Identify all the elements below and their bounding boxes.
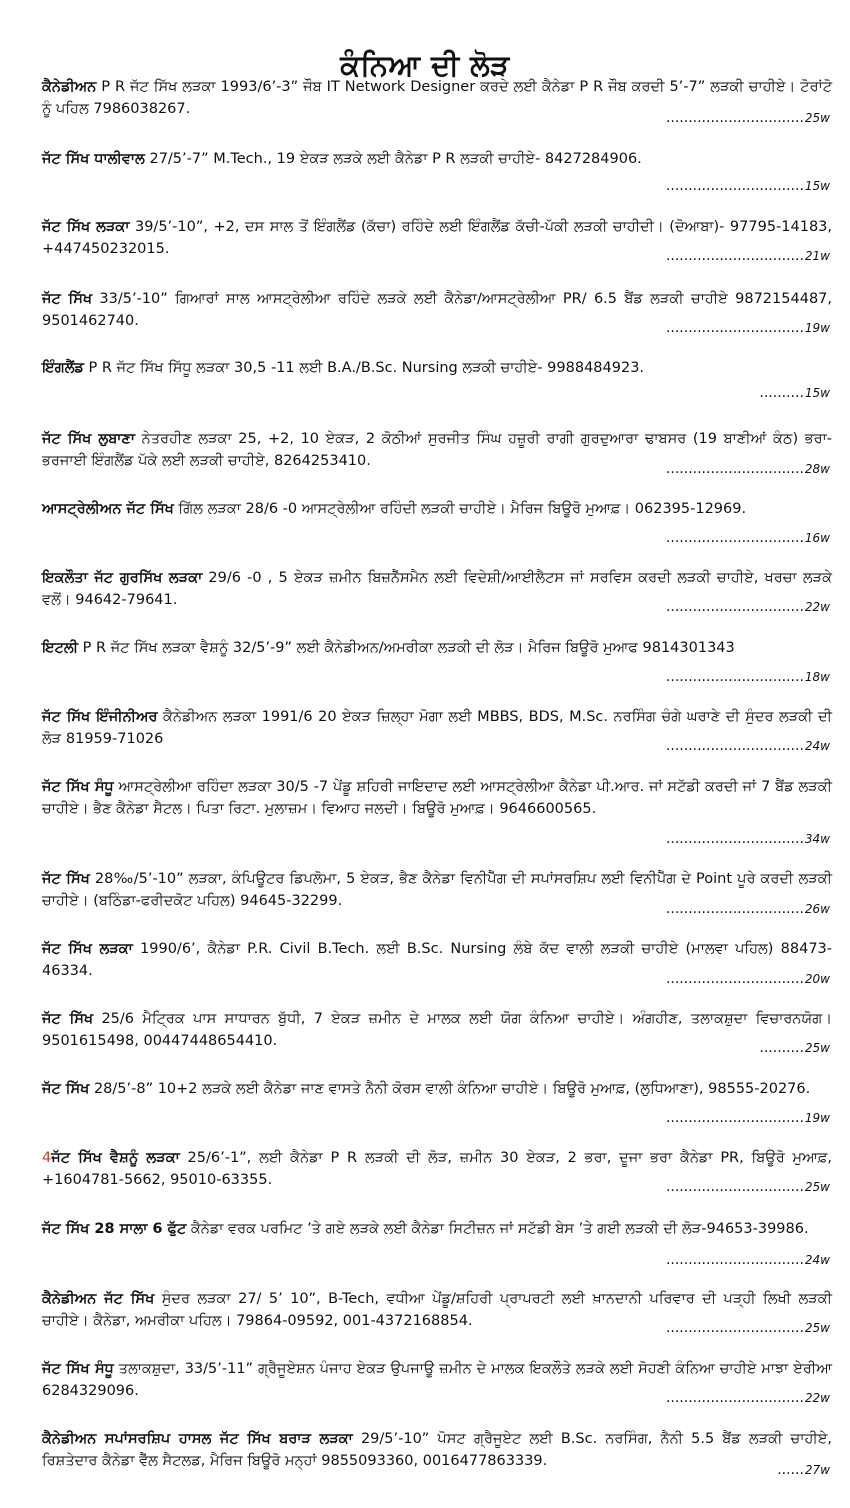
ad-heading: ਜੱਟ ਸਿੱਖ 28 ਸਾਲਾ 6 ਫੁੱਟ [42, 1221, 187, 1237]
ad-body: 28/5’-8” 10+2 ਲੜਕੇ ਲਈ ਕੈਨੇਡਾ ਜਾਣ ਵਾਸਤੇ ਨੈਨੀ ਕੋਰਸ ਵਾਲੀ ਕੰਨਿਆ ਚਾਹੀਏ। ਬਿਊਰੋ ਮੁਆਫ਼, (ਲੁਧਿਆਣਾ), 98555-20276. [89, 1081, 811, 1097]
ad-leader-dots: ............................... [665, 901, 804, 917]
ad-heading: ਜੱਟ ਸਿੱਖ ਇੰਜੀਨੀਅਰ [42, 709, 158, 725]
ad-listing [42, 938, 833, 987]
ad-heading: ਆਸਟ੍ਰੇਲੀਅਨ ਜੱਟ ਸਿੱਖ [42, 501, 174, 517]
ad-leader-dots: ............................... [665, 971, 804, 987]
ad-code: 25w [804, 1041, 830, 1055]
ad-listing [42, 148, 832, 194]
ad-listing [42, 1218, 832, 1268]
page-title: ਕੰਨਿਆ ਦੀ ਲੋੜ [340, 48, 510, 83]
ad-text-block [42, 637, 832, 659]
ad-leader-dots: ............................... [665, 599, 804, 615]
ad-leader-dots: ............................... [665, 461, 804, 477]
ad-body: 25/6’-1”, ਲਈ ਕੈਨੇਡਾ P R ਲੜਕੀ ਦੀ ਲੋੜ, ਜ਼ਮੀਨ 30 ਏਕੜ, 2 ਭਰਾ, ਦੂਜਾ ਭਰਾ ਕੈਨੇਡਾ PR, ਬਿਊਰੋ ਮੁਆਫ਼, +1604781-5662, 95010-63355. [42, 1150, 832, 1188]
ad-code: 21w [804, 249, 830, 263]
ad-body: ਸੁੰਦਰ ਲੜਕਾ 27/ 5’ 10”, B-Tech, ਵਧੀਆ ਪੇਂਡੂ/ਸ਼ਹਿਰੀ ਪ੍ਰਾਪਰਟੀ ਲਈ ਖ਼ਾਨਦਾਨੀ ਪਰਿਵਾਰ ਦੀ ਪੜ੍ਹੀ ਲਿਖੀ ਲੜਕੀ ਚਾਹੀਏ। ਕੈਨੇਡਾ, ਅਮਰੀਕਾ ਪਹਿਲ। 79864-09592, 001-4372168854. [42, 1291, 832, 1329]
ad-body: P R ਜੱਟ ਸਿੱਖ ਸਿੱਧੂ ਲੜਕਾ 30,5 -11 ਲਈ B.A./B.Sc. Nursing ਲੜਕੀ ਚਾਹੀਏ- 9988484923. [83, 360, 645, 376]
ad-listing [42, 1147, 832, 1195]
ad-listing [42, 637, 832, 685]
ad-leader-dots: ............................... [665, 1320, 804, 1336]
ad-heading: ਇਕਲੌਤਾ ਜੱਟ ਗੁਰਸਿੱਖ ਲੜਕਾ [42, 570, 203, 586]
ad-body: ਕੈਨੇਡਾ ਵਰਕ ਪਰਮਿਟ ’ਤੇ ਗਏ ਲੜਕੇ ਲਈ ਕੈਨੇਡਾ ਸਿਟੀਜ਼ਨ ਜਾਂ ਸਟੱਡੀ ਬੇਸ ’ਤੇ ਗਈ ਲੜਕੀ ਦੀ ਲੋੜ-94653-39986. [186, 1221, 809, 1237]
ad-body: 33/5’-10” ਗਿਆਰਾਂ ਸਾਲ ਆਸਟ੍ਰੇਲੀਆ ਰਹਿੰਦੇ ਲੜਕੇ ਲਈ ਕੈਨੇਡਾ/ਆਸਟ੍ਰੇਲੀਆ PR/ 6.5 ਬੈਂਡ ਲੜਕੀ ਚਾਹੀਏ 9872154487, 9501462740. [42, 291, 832, 329]
ad-body: ਨੇਤਰਹੀਣ ਲੜਕਾ 25, +2, 10 ਏਕੜ, 2 ਕੋਠੀਆਂ ਸੁਰਜੀਤ ਸਿੰਘ ਹਜ਼ੂਰੀ ਰਾਗੀ ਗੁਰਦੁਆਰਾ ਢਾਬਸਰ (19 ਬਾਣੀਆਂ ਕੰਠ) ਭਰਾ-ਭਰਜਾਈ ਇੰਗਲੈਂਡ ਪੱਕੇ ਲਈ ਲੜਕੀ ਚਾਹੀਏ, 8264253410. [42, 431, 832, 469]
ad-body: 28‰/5’-10” ਲੜਕਾ, ਕੰਪਿਊਟਰ ਡਿਪਲੋਮਾ, 5 ਏਕੜ, ਭੈਣ ਕੈਨੇਡਾ ਵਿਨੀਪੈੱਗ ਦੀ ਸਪਾਂਸਰਸ਼ਿਪ ਲਈ ਵਿਨੀਪੈੱਗ ਦੇ Point ਪੂਰੇ ਕਰਦੀ ਲੜਕੀ ਚਾਹੀਏ। (ਬਠਿੰਡਾ-ਫਰੀਦਕੋਟ ਪਹਿਲ) 94645-32299. [42, 871, 832, 909]
ad-leader-dots: ............................... [665, 1179, 804, 1195]
ad-body: P R ਜੱਟ ਸਿੱਖ ਲੜਕਾ 1993/6’-3” ਜੌਬ IT Network Designer ਕਰਦੇ ਲਈ ਕੈਨੇਡਾ P R ਜੌਬ ਕਰਦੀ 5’-7” ਲੜਕੀ ਚਾਹੀਏ। ਟੋਰਾਂਟੋ ਨੂੰ ਪਹਿਲ 7986038267. [42, 79, 832, 117]
ad-heading: ਜੱਟ ਸਿੱਖ ਸੰਧੂ [42, 1361, 114, 1377]
ad-code: 28w [804, 462, 830, 476]
ad-leader-dots: ............................... [665, 178, 804, 194]
ad-text-block [42, 1008, 832, 1052]
ad-text-block [42, 498, 832, 520]
ad-code: 18w [804, 670, 830, 684]
ad-leader-and-code [666, 176, 830, 196]
ad-leader-and-code [666, 246, 830, 266]
ad-body: 29/5’-10” ਪੋਸਟ ਗ੍ਰੈਜੂਏਟ ਲਈ B.Sc. ਨਰਸਿੰਗ, ਨੈਨੀ 5.5 ਬੈਂਡ ਲੜਕੀ ਚਾਹੀਏ, ਰਿਸ਼ਤੇਦਾਰ ਕੈਨੇਡਾ ਵੈੱਲ ਸੈਟਲਡ, ਮੈਰਿਜ ਬਿਊਰੋ ਮਨ੍ਹਾਂ 9855093360, 0016477863339. [42, 1431, 832, 1469]
ad-listing [42, 357, 832, 401]
ad-leader-and-code [666, 667, 830, 687]
ad-text-block [42, 1078, 832, 1100]
ad-leader-and-code [666, 459, 830, 479]
ad-body: ਗਿੱਲ ਲੜਕਾ 28/6 -0 ਆਸਟ੍ਰੇਲੀਆ ਰਹਿੰਦੀ ਲੜਕੀ ਚਾਹੀਏ। ਮੈਰਿਜ ਬਿਊਰੋ ਮੁਆਫ਼। 062395-12969. [173, 501, 747, 517]
ad-code: 22w [804, 1391, 830, 1405]
ad-listing [42, 706, 832, 754]
ad-leader-dots: ...... [777, 1462, 804, 1478]
ad-heading: ਜੱਟ ਸਿੱਖ ਸੰਧੂ [42, 779, 114, 795]
ad-code: 25w [804, 1321, 830, 1335]
ad-code: 26w [804, 902, 830, 916]
ad-body: P R ਜੱਟ ਸਿੱਖ ਲੜਕਾ ਵੈਸ਼ਨੂੰ 32/5’-9” ਲਈ ਕੈਨੇਡੀਅਨ/ਅਮਰੀਕਾ ਲੜਕੀ ਦੀ ਲੋੜ। ਮੈਰਿਜ ਬਿਊਰੋ ਮੁਆਫ 9814301343 [78, 640, 735, 656]
ad-body: ਤਲਾਕਸ਼ੁਦਾ, 33/5’-11” ਗ੍ਰੈਜੂਏਸ਼ਨ ਪੰਜਾਹ ਏਕੜ ਉਪਜਾਊ ਜ਼ਮੀਨ ਦੇ ਮਾਲਕ ਇਕਲੌਤੇ ਲੜਕੇ ਲਈ ਸੋਹਣੀ ਕੰਨਿਆ ਚਾਹੀਏ ਮਾਝਾ ਏਰੀਆ 6284329096. [42, 1361, 833, 1399]
ad-leader-and-code [759, 1038, 830, 1058]
ad-leader-and-code [666, 528, 830, 548]
ad-listing [42, 1078, 832, 1126]
ad-leader-and-code [666, 969, 830, 989]
ad-leader-and-code [666, 736, 830, 756]
ad-code: 34w [804, 832, 830, 846]
ad-text-block [42, 148, 832, 170]
ad-listing [42, 76, 832, 126]
ad-body: 29/6 -0 , 5 ਏਕੜ ਜ਼ਮੀਨ ਬਿਜ਼ਨੈੱਸਮੈਨ ਲਈ ਵਿਦੇਸ਼ੀ/ਆਈਲੈਟਸ ਜਾਂ ਸਰਵਿਸ ਕਰਦੀ ਲੜਕੀ ਚਾਹੀਏ, ਖਰਚਾ ਲੜਕੇ ਵਲੋਂ। 94642-79641. [42, 570, 832, 608]
ad-leader-and-code [666, 1388, 830, 1408]
ad-heading: ਕੈਨੇਡੀਅਨ ਸਪਾਂਸਰਸ਼ਿਪ ਹਾਸਲ ਜੱਟ ਸਿੱਖ ਬਰਾੜ ਲੜਕਾ [42, 1431, 353, 1447]
ad-heading: ਜੱਟ ਸਿੱਖ [42, 871, 90, 887]
ad-marker: 4 [42, 1150, 52, 1166]
ad-leader-dots: ............................... [665, 1252, 804, 1268]
ad-listing [42, 1428, 832, 1478]
ad-body: ਕੈਨੇਡੀਅਨ ਲੜਕਾ 1991/6 20 ਏਕੜ ਜ਼ਿਲ੍ਹਾ ਮੋਗਾ ਲਈ MBBS, BDS, M.Sc. ਨਰਸਿੰਗ ਚੰਗੇ ਘਰਾਣੇ ਦੀ ਸੁੰਦਰ ਲੜਕੀ ਦੀ ਲੋੜ 81959-71026 [42, 709, 832, 747]
ad-heading: ਜੱਟ ਸਿੱਖ ਲੁਬਾਣਾ [42, 431, 136, 447]
ad-leader-dots: ............................... [665, 1390, 804, 1406]
ad-code: 19w [804, 1111, 830, 1125]
ad-leader-dots: ............................... [665, 320, 804, 336]
ad-leader-dots: .......... [759, 1040, 804, 1056]
ad-body: 1990/6’, ਕੈਨੇਡਾ P.R. Civil B.Tech. ਲਈ B.Sc. Nursing ਲੰਬੇ ਕੱਦ ਵਾਲੀ ਲੜਕੀ ਚਾਹੀਏ (ਮਾਲਵਾ ਪਹਿਲ) 88473-46334. [42, 941, 833, 979]
ad-heading: ਕੈਨੇਡੀਅਨ [42, 79, 97, 95]
ad-code: 24w [804, 1253, 830, 1267]
ad-code: 25w [804, 1180, 830, 1194]
ad-listing [42, 776, 832, 847]
ad-code: 15w [804, 386, 830, 400]
ad-leader-dots: ............................... [665, 110, 804, 126]
ad-leader-dots: ............................... [665, 738, 804, 754]
ad-listing [42, 498, 832, 546]
ad-leader-and-code [777, 1460, 830, 1480]
ad-leader-dots: ............................... [665, 831, 804, 847]
ad-body: ਆਸਟ੍ਰੇਲੀਆ ਰਹਿੰਦਾ ਲੜਕਾ 30/5 -7 ਪੇਂਡੂ ਸ਼ਹਿਰੀ ਜਾਇਦਾਦ ਲਈ ਆਸਟ੍ਰੇਲੀਆ ਕੈਨੇਡਾ ਪੀ.ਆਰ. ਜਾਂ ਸਟੱਡੀ ਕਰਦੀ ਜਾਂ 7 ਬੈਂਡ ਲੜਕੀ ਚਾਹੀਏ। ਭੈਣ ਕੈਨੇਡਾ ਸੈਟਲ। ਪਿਤਾ ਰਿਟਾ. ਮੁਲਾਜ਼ਮ। ਵਿਆਹ ਜਲਦੀ। ਬਿਊਰੋ ਮੁਆਫ਼। 9646600565. [42, 779, 832, 817]
ad-code: 20w [804, 972, 830, 986]
ad-leader-and-code [666, 899, 830, 919]
ad-listing [42, 1358, 833, 1406]
ad-code: 22w [804, 600, 830, 614]
ad-leader-dots: ............................... [665, 248, 804, 264]
ad-listing [42, 428, 832, 477]
ad-body: 27/5’-7” M.Tech., 19 ਏਕੜ ਲੜਕੇ ਲਈ ਕੈਨੇਡਾ P R ਲੜਕੀ ਚਾਹੀਏ- 8427284906. [144, 151, 642, 167]
ad-listing [42, 567, 832, 615]
ad-listing [42, 868, 832, 917]
ad-heading: ਜੱਟ ਸਿੱਖ ਲੜਕਾ [42, 941, 133, 957]
ad-leader-dots: ............................... [665, 1110, 804, 1126]
ad-text-block [42, 1428, 832, 1472]
ad-heading: ਜੱਟ ਸਿੱਖ ਧਾਲੀਵਾਲ [42, 151, 145, 167]
ad-leader-dots: ............................... [665, 669, 804, 685]
ad-text-block [42, 1218, 832, 1240]
ad-code: 19w [804, 321, 830, 335]
ad-leader-and-code [666, 1177, 830, 1197]
ad-heading: ਜੱਟ ਸਿੱਖ [42, 291, 93, 307]
ad-body: 25/6 ਮੈਟ੍ਰਿਕ ਪਾਸ ਸਾਧਾਰਨ ਬੁੱਧੀ, 7 ਏਕੜ ਜ਼ਮੀਨ ਦੇ ਮਾਲਕ ਲਈ ਯੋਗ ਕੰਨਿਆ ਚਾਹੀਏ। ਅੰਗਹੀਣ, ਤਲਾਕਸ਼ੁਦਾ ਵਿਚਾਰਨਯੋਗ। 9501615498, 00447448654410. [42, 1011, 832, 1049]
ad-heading: ਜੱਟ ਸਿੱਖ [42, 1081, 90, 1097]
ad-leader-and-code [666, 318, 830, 338]
ad-heading: ਕੈਨੇਡੀਅਨ ਜੱਟ ਸਿੱਖ [42, 1291, 155, 1307]
ad-leader-and-code [666, 108, 830, 128]
ad-heading: ਜੱਟ ਸਿੱਖ ਵੈਸ਼ਨੂੰ ਲੜਕਾ [51, 1150, 180, 1166]
ad-leader-and-code [666, 829, 830, 849]
ad-heading: ਜੱਟ ਸਿੱਖ [42, 1011, 94, 1027]
ad-listing [42, 216, 833, 264]
ad-heading: ਜੱਟ ਸਿੱਖ ਲੜਕਾ [42, 219, 130, 235]
ad-listing [42, 1288, 832, 1336]
ad-heading: ਇਟਲੀ [42, 640, 79, 656]
ad-heading: ਇੰਗਲੈਂਡ [42, 360, 84, 376]
ad-leader-and-code [666, 1318, 830, 1338]
ad-code: 27w [804, 1463, 830, 1477]
ad-listing [42, 288, 832, 336]
ad-body: 39/5’-10”, +2, ਦਸ ਸਾਲ ਤੋਂ ਇੰਗਲੈਂਡ (ਕੱਚਾ) ਰਹਿੰਦੇ ਲਈ ਇੰਗਲੈਂਡ ਕੱਚੀ-ਪੱਕੀ ਲੜਕੀ ਚਾਹੀਦੀ। (ਦੋਆਬਾ)- 97795-14183, +447450232015. [42, 219, 833, 257]
ad-code: 15w [804, 179, 830, 193]
ad-leader-and-code [666, 1250, 830, 1270]
ad-leader-dots: ............................... [665, 530, 804, 546]
ad-leader-and-code [666, 597, 830, 617]
ad-leader-and-code [759, 383, 830, 403]
ad-text-block [42, 776, 832, 820]
ad-code: 16w [804, 531, 830, 545]
ad-code: 24w [804, 739, 830, 753]
ad-text-block [42, 357, 832, 379]
ad-listing [42, 1008, 832, 1056]
ad-code: 25w [804, 111, 830, 125]
ad-leader-dots: .......... [759, 385, 804, 401]
ad-leader-and-code [666, 1108, 830, 1128]
